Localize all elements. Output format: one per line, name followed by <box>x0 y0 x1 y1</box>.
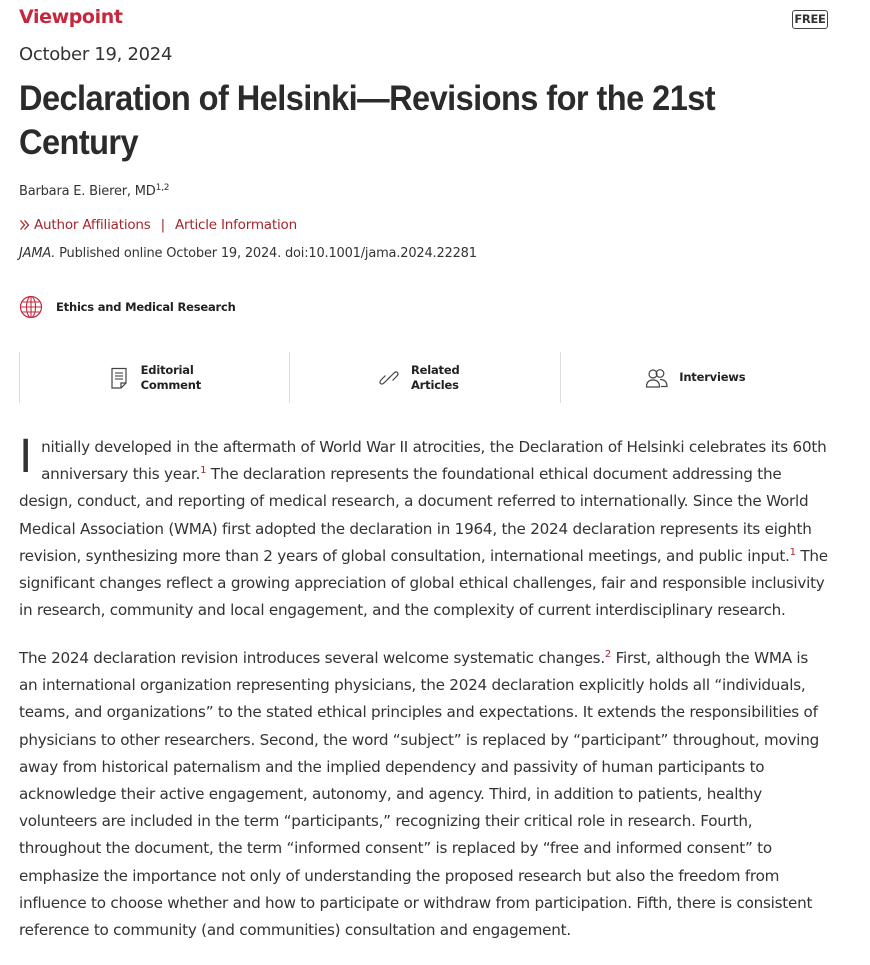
globe-icon <box>19 295 43 319</box>
drop-cap: I <box>19 430 33 483</box>
article-information-link[interactable]: Article Information <box>174 217 297 233</box>
topic-label: Ethics and Medical Research <box>56 300 236 314</box>
editorial-comment-button[interactable] <box>20 352 290 403</box>
interviews-label: Interviews <box>679 370 746 384</box>
paragraph-text: The significant changes reflect a growing appreciation of global ethical challenges, fair and responsible inclusivity in research, community and local engagement, and the complexity of current interdisciplinary research. <box>19 546 828 620</box>
article-body <box>19 430 831 965</box>
people-icon <box>645 366 669 390</box>
related-articles-button[interactable] <box>290 352 560 403</box>
paragraph-text: The 2024 declaration revision introduces several welcome systematic changes. <box>19 648 605 667</box>
free-badge: FREE <box>792 10 828 29</box>
paragraph-text: First, although the WMA is an international organization representing physicians, the 2024 declaration explicitly holds all “individuals, teams, and organizations” to the stated ethical principles and expectations. It extends the responsibilities of physicians to other researchers. Second, the word “subject” is replaced by “participant” throughout, moving away from historical paternalism and the implied dependency and passivity of human participants to acknowledge their active engagement, autonomy, and agency. Third, in addition to patients, healthy volunteers are included in the term “participants,” recognizing their critical role in research. Fourth, throughout the document, the term “informed consent” is replaced by “free and informed consent” to emphasize the importance not only of understanding the proposed research but also the freedom from influence to choose whether and how to participate or withdraw from participation. Fifth, there is consistent reference to community (and communities) consultation and engagement. <box>19 648 819 939</box>
article-info-links <box>19 217 297 233</box>
journal-name: JAMA. <box>19 246 56 261</box>
citation <box>19 246 477 261</box>
citation-details: Published online October 19, 2024. doi:10.1001/jama.2024.22281 <box>55 246 477 261</box>
link-icon <box>377 366 401 390</box>
author-name[interactable]: Barbara E. Bierer, MD <box>19 184 156 199</box>
link-separator: | <box>160 217 165 233</box>
body-paragraph <box>19 430 831 624</box>
reference-link[interactable]: 1 <box>200 465 207 477</box>
paragraph-text: The declaration represents the foundational ethical document addressing the design, conduct, and reporting of medical research, a document referred to internationally. Since the World Medical Association (WMA) first adopted the declaration in 1964, the 2024 declaration represents its eighth revision, synthesizing more than 2 years of global consultation, international meetings, and public input. <box>19 465 812 565</box>
editorial-comment-label: Editorial Comment <box>140 362 202 392</box>
article-type-label: Viewpoint <box>19 6 123 28</box>
reference-link[interactable]: 1 <box>789 546 796 558</box>
reference-link[interactable]: 2 <box>604 648 612 660</box>
article-date: October 19, 2024 <box>19 44 173 65</box>
document-icon <box>107 366 131 390</box>
related-articles-label: Related Articles <box>410 362 460 392</box>
double-chevron-right-icon <box>19 219 31 231</box>
topic-tag[interactable] <box>19 295 236 319</box>
article-title: Declaration of Helsinki—Revisions for the 21st Century <box>19 79 716 162</box>
author-affiliations-link[interactable]: Author Affiliations <box>34 217 151 233</box>
author-affiliation-refs[interactable]: 1,2 <box>155 183 170 193</box>
body-paragraph <box>19 645 831 944</box>
interviews-button[interactable] <box>561 352 830 403</box>
paragraph-text: nitially developed in the aftermath of World War II atrocities, the Declaration of Helsinki celebrates its 60th anniversary this year. <box>41 438 827 484</box>
article-tools-bar <box>19 352 830 403</box>
author-line <box>19 184 169 199</box>
